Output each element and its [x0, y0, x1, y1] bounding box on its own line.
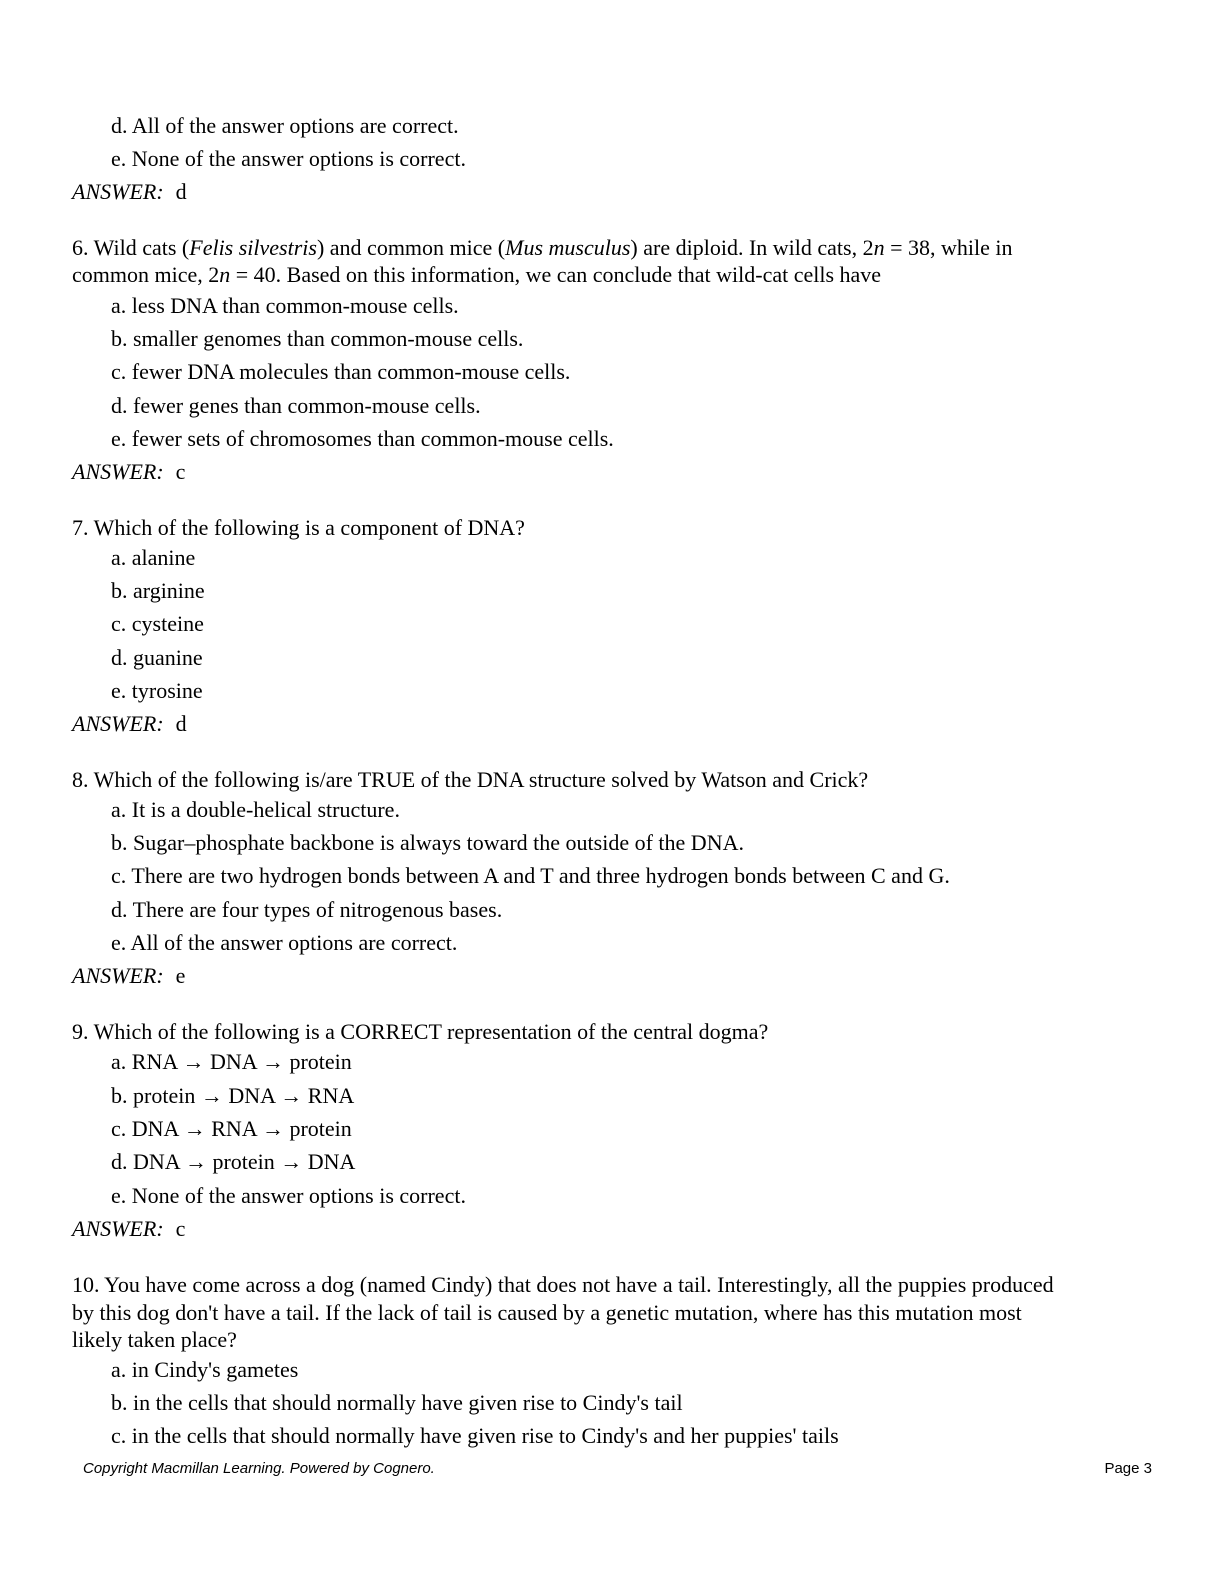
answer-value: c — [175, 459, 186, 484]
q7-stem: 7. Which of the following is a component of DNA? — [72, 515, 525, 540]
q9-option-c: c. DNA → RNA → protein — [111, 1116, 352, 1141]
q6-option-c: c. fewer DNA molecules than common-mouse cells. — [111, 359, 571, 384]
q6-stem-line1: 6. Wild cats (Felis silvestris) and common mice (Mus musculus) are diploid. In wild cats, 2n = 38, while in — [72, 235, 1013, 260]
q7-option-b: b. arginine — [111, 578, 205, 603]
q9-option-d: d. DNA → protein → DNA — [111, 1149, 356, 1174]
species-name: Felis silvestris — [189, 235, 317, 260]
answer-label: ANSWER: — [72, 179, 164, 204]
q10-stem-line1: 10. You have come across a dog (named Cindy) that does not have a tail. Interestingly, all the puppies produced — [72, 1272, 1054, 1297]
q10-option-b: b. in the cells that should normally have given rise to Cindy's tail — [111, 1390, 683, 1415]
answer-value: e — [175, 963, 186, 988]
q8-stem: 8. Which of the following is/are TRUE of the DNA structure solved by Watson and Crick? — [72, 767, 869, 792]
answer-value: d — [175, 711, 187, 736]
footer-page-number: Page 3 — [1104, 1460, 1152, 1477]
q10-stem-line2: by this dog don't have a tail. If the lack of tail is caused by a genetic mutation, where has this mutation most — [72, 1300, 1022, 1325]
q8-answer — [72, 963, 185, 989]
q10-option-c: c. in the cells that should normally have given rise to Cindy's and her puppies' tails — [111, 1423, 839, 1448]
q10-option-a: a. in Cindy's gametes — [111, 1357, 299, 1382]
q6-answer — [72, 459, 185, 485]
q7-option-a: a. alanine — [111, 545, 196, 570]
answer-value: d — [175, 179, 187, 204]
q7-option-e: e. tyrosine — [111, 678, 203, 703]
answer-value: c — [175, 1216, 186, 1241]
q6-stem-line2: common mice, 2n = 40. Based on this information, we can conclude that wild-cat cells have — [72, 262, 882, 287]
q8-option-a: a. It is a double-helical structure. — [111, 797, 400, 822]
q8-option-d: d. There are four types of nitrogenous bases. — [111, 897, 503, 922]
q10-stem-line3: likely taken place? — [72, 1327, 237, 1352]
q7-answer — [72, 711, 187, 737]
q5-option-e: e. None of the answer options is correct. — [111, 146, 466, 171]
q9-stem: 9. Which of the following is a CORRECT representation of the central dogma? — [72, 1019, 769, 1044]
q8-option-c: c. There are two hydrogen bonds between A and T and three hydrogen bonds between C and G. — [111, 863, 950, 888]
q7-option-d: d. guanine — [111, 645, 203, 670]
q6-option-a: a. less DNA than common-mouse cells. — [111, 293, 459, 318]
footer-copyright: Copyright Macmillan Learning. Powered by Cognero. — [83, 1460, 435, 1477]
answer-label: ANSWER: — [72, 1216, 164, 1241]
answer-label: ANSWER: — [72, 963, 164, 988]
species-name: Mus musculus — [505, 235, 631, 260]
q9-option-b: b. protein → DNA → RNA — [111, 1083, 355, 1108]
q9-option-e: e. None of the answer options is correct. — [111, 1183, 466, 1208]
answer-label: ANSWER: — [72, 459, 164, 484]
q5-answer — [72, 179, 187, 205]
q5-option-d: d. All of the answer options are correct. — [111, 113, 459, 138]
q6-option-b: b. smaller genomes than common-mouse cells. — [111, 326, 524, 351]
answer-label: ANSWER: — [72, 711, 164, 736]
q9-option-a: a. RNA → DNA → protein — [111, 1049, 352, 1074]
q8-option-b: b. Sugar–phosphate backbone is always toward the outside of the DNA. — [111, 830, 744, 855]
q8-option-e: e. All of the answer options are correct. — [111, 930, 458, 955]
q7-option-c: c. cysteine — [111, 611, 204, 636]
q9-answer — [72, 1216, 185, 1242]
q6-option-e: e. fewer sets of chromosomes than common-mouse cells. — [111, 426, 614, 451]
q6-option-d: d. fewer genes than common-mouse cells. — [111, 393, 481, 418]
